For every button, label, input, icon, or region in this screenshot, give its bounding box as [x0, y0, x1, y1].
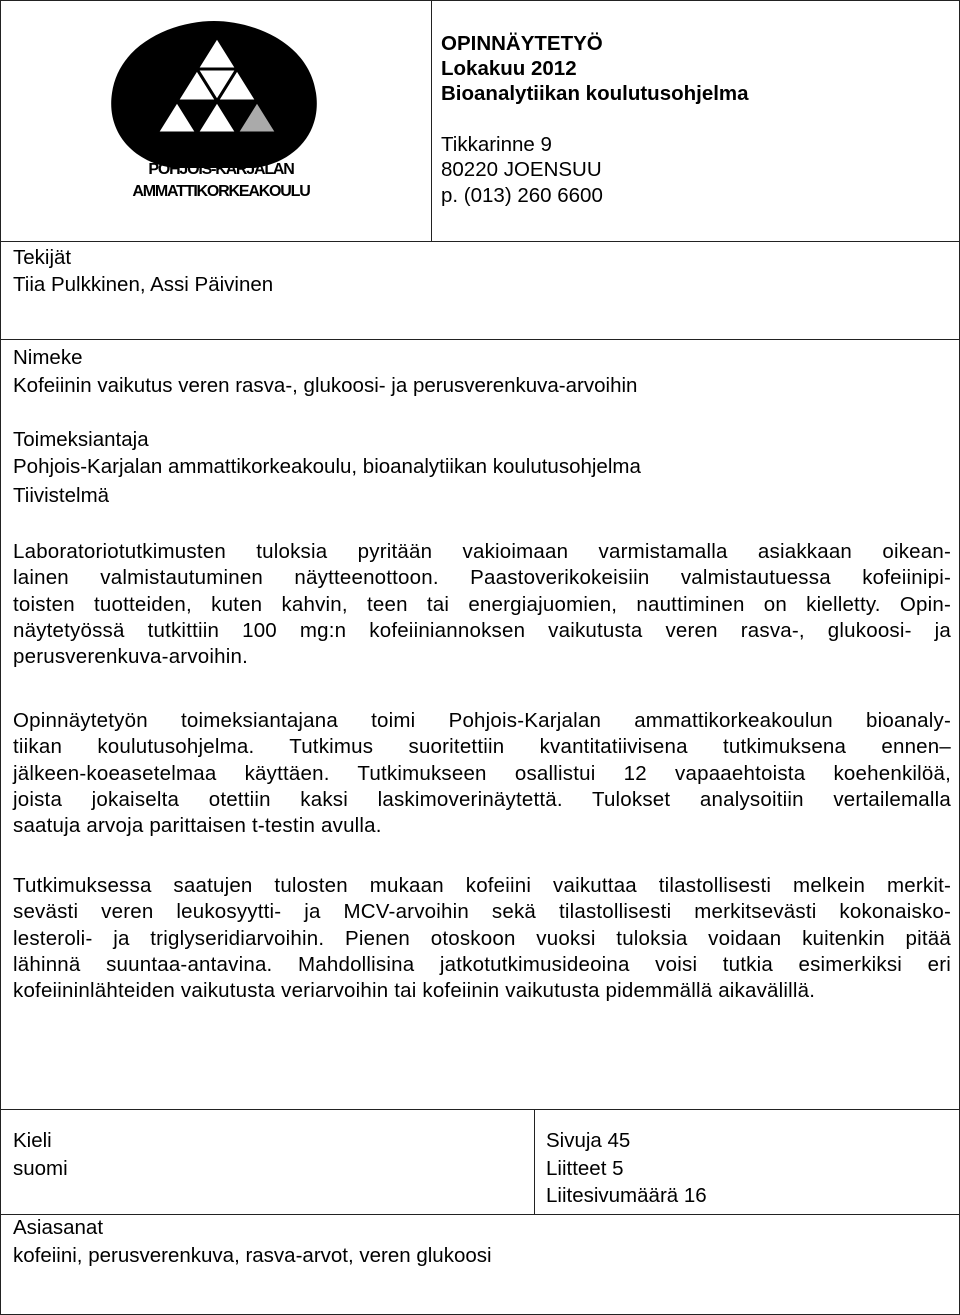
- language-value: suomi: [13, 1157, 68, 1180]
- authors-value: Tiia Pulkkinen, Assi Päivinen: [13, 273, 274, 296]
- language-cell: [0, 1109, 535, 1215]
- logo-line1: POHJOIS-KARJALAN: [148, 161, 294, 178]
- abstract-paragraph-1: Laboratoriotutkimusten tuloksia pyritään vakioimaan varmistamalla asiakkaan oikean- lainen valmistautuminen näytteenottoon. Paastoverikokeisiin valmistautuessa kofeiinipi- toisten tuotteiden, kuten kahvin, teen tai energiajuomien, nauttiminen on kielletty. Opin- näytetyössä tutkittiin 100 mg:n kofeiiniannoksen vaikutusta veren rasva-, glukoosi- ja perusverenkuva-arvoihin.: [13, 540, 951, 669]
- language-label: Kieli: [13, 1129, 52, 1152]
- logo-cell: [0, 0, 432, 242]
- keywords-cell: [0, 1214, 960, 1315]
- commissioner-value: Pohjois-Karjalan ammattikorkeakoulu, bioanalytiikan koulutusohjelma: [13, 455, 641, 478]
- page-count: Sivuja 45: [546, 1129, 631, 1152]
- authors-label: Tekijät: [13, 246, 72, 269]
- main-cell: [0, 339, 960, 1110]
- address-city: 80220 JOENSUU: [441, 158, 602, 181]
- title-value: Kofeiinin vaikutus veren rasva-, glukoosi- ja perusverenkuva-arvoihin: [13, 374, 638, 397]
- address-street: Tikkarinne 9: [441, 133, 552, 156]
- abstract-label: Tiivistelmä: [13, 484, 110, 507]
- doc-program: Bioanalytiikan koulutusohjelma: [441, 82, 749, 105]
- title-label: Nimeke: [13, 346, 83, 369]
- pages-cell: [534, 1109, 960, 1215]
- keywords-label: Asiasanat: [13, 1216, 104, 1239]
- pkamk-logo-icon: [104, 13, 324, 173]
- appendix-page-count: Liitesivumäärä 16: [546, 1184, 707, 1207]
- phone: p. (013) 260 6600: [441, 184, 603, 207]
- appendix-count: Liitteet 5: [546, 1157, 624, 1180]
- abstract-paragraph-3: Tutkimuksessa saatujen tulosten mukaan kofeiini vaikuttaa tilastollisesti melkein merkit- sevästi veren leukosyytti- ja MCV-arvoihin sekä tilastollisesti merkitsevästi kokonaisko- lesteroli- ja triglyseridiarvoihin. Pienen otoskoon vuoksi tuloksia voidaan kuitenkin pitää lähinnä suuntaa-antavina. Mahdollisina jatkotutkimusideoina voisi tutkia esimerkiksi eri kofeiininlähteiden vaikutusta veriarvoihin tai kofeiinin vaikutusta pidemmällä aikavälillä.: [13, 874, 951, 1003]
- doc-type: OPINNÄYTETYÖ: [441, 32, 603, 55]
- abstract-paragraph-2: Opinnäytetyön toimeksiantajana toimi Pohjois-Karjalan ammattikorkeakoulun bioanaly- tiikan koulutusohjelma. Tutkimus suoritettiin kvantitatiivisena tutkimuksena ennen– jälkeen-koeasetelmaa käyttäen. Tutkimukseen osallistui 12 vapaaehtoista koehenkilöä, joista jokaiselta otettiin kaksi laskimoverinäytettä. Tulokset analysoitiin vertailemalla saatuja arvoja parittaisen t-testin avulla.: [13, 709, 951, 838]
- logo-line2: AMMATTIKORKEAKOULU: [132, 183, 310, 200]
- keywords-value: kofeiini, perusverenkuva, rasva-arvot, veren glukoosi: [13, 1244, 492, 1267]
- authors-cell: [0, 241, 960, 340]
- commissioner-label: Toimeksiantaja: [13, 428, 149, 451]
- doc-date: Lokakuu 2012: [441, 57, 577, 80]
- header-info-cell: [431, 0, 960, 242]
